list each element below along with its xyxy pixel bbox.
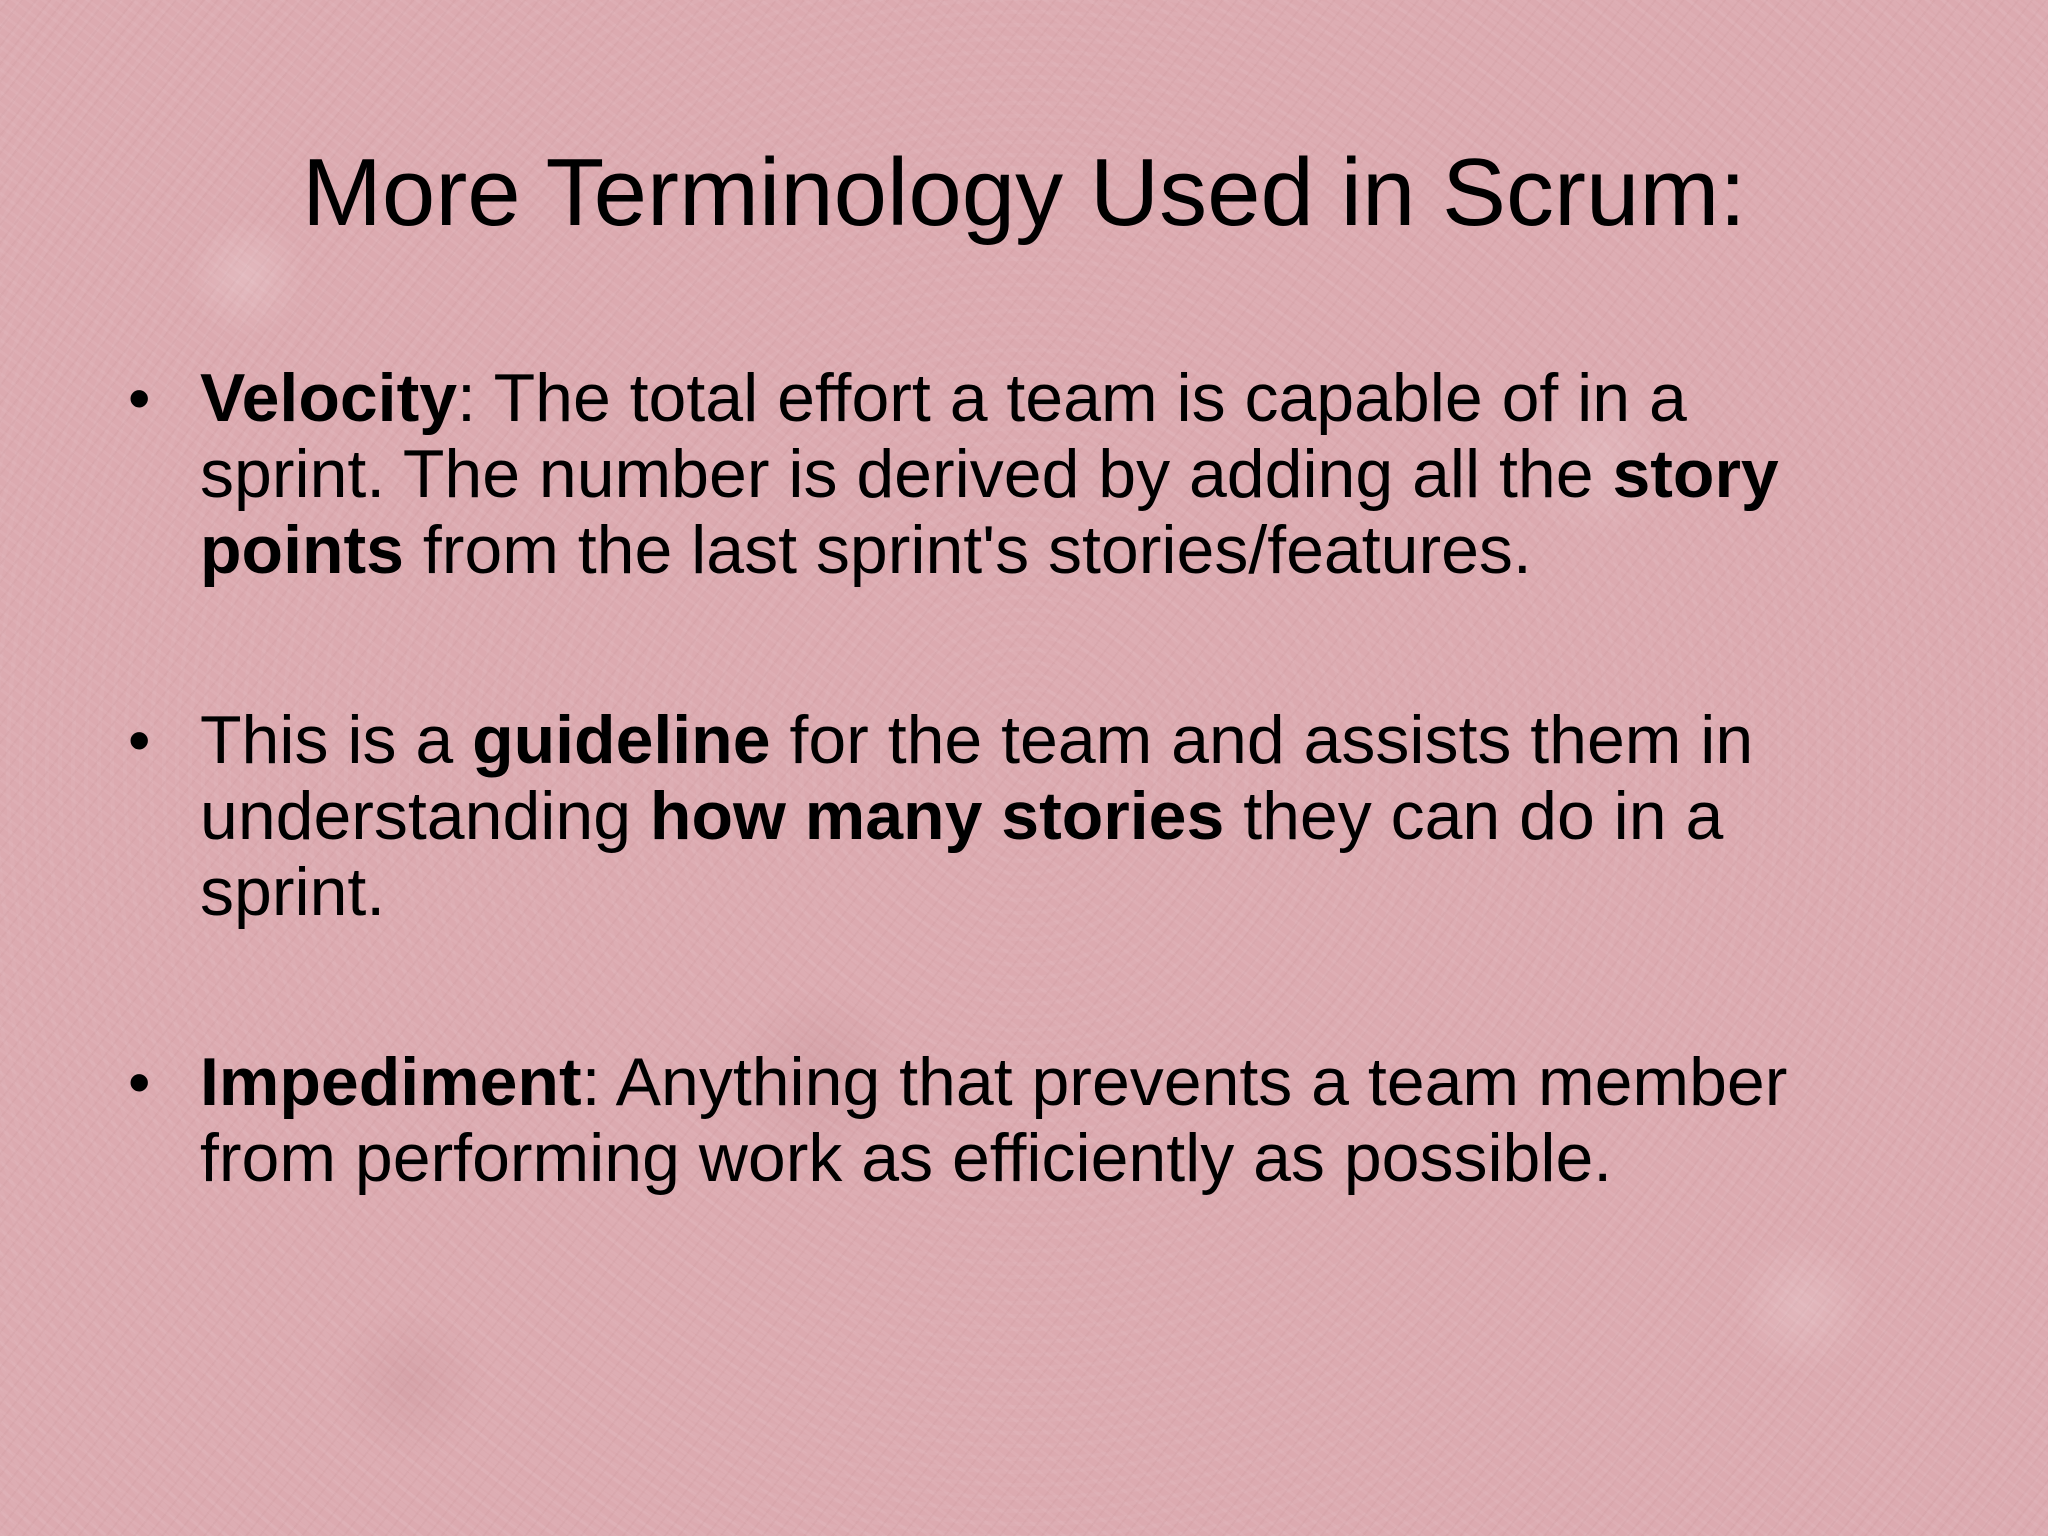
story-points-term: story points bbox=[200, 436, 1779, 588]
term-impediment: Impediment bbox=[200, 1044, 582, 1120]
guideline-text-end: they can do in a sprint. bbox=[200, 778, 1724, 930]
bullet-guideline bbox=[128, 702, 1860, 930]
bullet-dot-icon: • bbox=[128, 362, 151, 434]
velocity-definition: : The total effort a team is capable of in a sprint. The number is derived by adding all the bbox=[200, 360, 1687, 512]
bullet-velocity bbox=[128, 360, 1860, 588]
impediment-definition: : Anything that prevents a team member from performing work as efficiently as possible. bbox=[200, 1044, 1788, 1196]
guideline-text-middle: for the team and assists them in understanding bbox=[200, 702, 1754, 854]
bullet-dot-icon: • bbox=[128, 1046, 151, 1118]
slide-title: More Terminology Used in Scrum: bbox=[301, 139, 1747, 246]
how-many-stories-term: how many stories bbox=[649, 778, 1225, 854]
bullet-dot-icon: • bbox=[128, 704, 151, 776]
velocity-definition-end: from the last sprint's stories/features. bbox=[403, 512, 1532, 588]
term-velocity: Velocity bbox=[200, 360, 458, 436]
bullet-list bbox=[128, 360, 1860, 1310]
guideline-text-start: This is a bbox=[200, 702, 473, 778]
bullet-impediment bbox=[128, 1044, 1860, 1196]
guideline-term: guideline bbox=[472, 702, 771, 778]
